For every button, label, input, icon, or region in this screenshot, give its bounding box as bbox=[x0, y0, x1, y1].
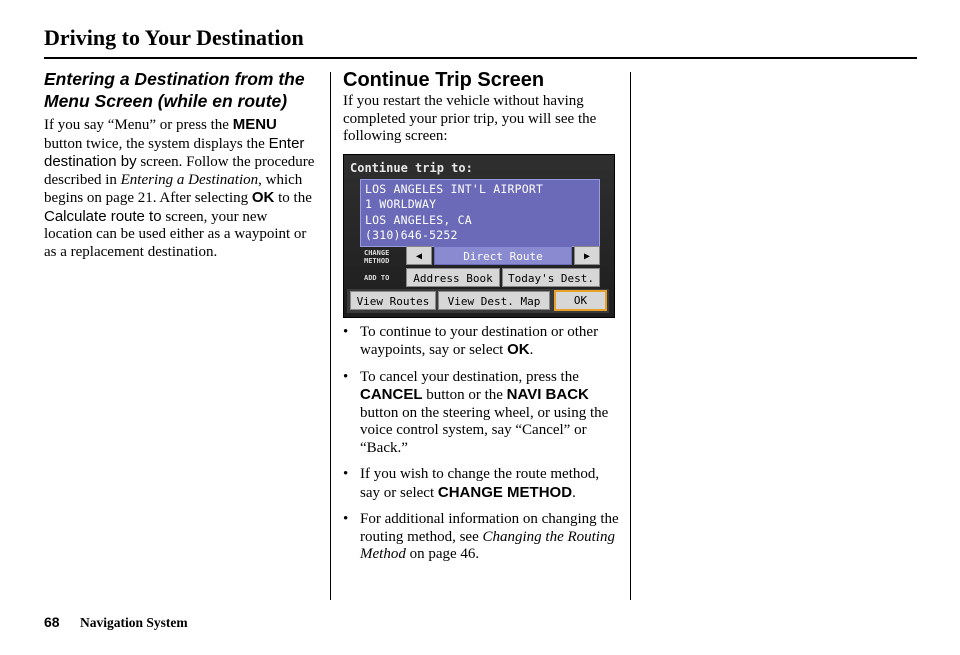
bullet: • bbox=[343, 368, 349, 385]
screen-title: Continue trip to: bbox=[350, 160, 473, 175]
menu-key: MENU bbox=[232, 116, 277, 133]
left-paragraph bbox=[44, 116, 316, 261]
text-span: screen, your new location can be used either as a waypoint or as a replacement destination. bbox=[44, 208, 307, 260]
bullet: • bbox=[343, 466, 349, 482]
right-column bbox=[343, 68, 621, 573]
list-item bbox=[343, 511, 621, 564]
instruction-list bbox=[343, 324, 621, 564]
ok-key: OK bbox=[507, 341, 530, 358]
header-rule bbox=[44, 57, 917, 59]
ok-key: OK bbox=[251, 189, 275, 206]
column-divider-1 bbox=[330, 72, 331, 600]
text-span: to the bbox=[274, 190, 312, 206]
list-item bbox=[343, 466, 621, 502]
add-to-label: ADD TO bbox=[364, 273, 390, 282]
text-span: on page 46. bbox=[405, 546, 480, 562]
entering-destination-ref: Entering a Destination bbox=[120, 171, 259, 188]
left-column bbox=[44, 68, 316, 261]
intro-paragraph: If you restart the vehicle without having completed your prior trip, you will see the following screen: bbox=[343, 93, 597, 144]
bullet: • bbox=[343, 511, 349, 527]
address-box bbox=[360, 179, 600, 247]
calculate-route-label: Calculate route to bbox=[44, 207, 162, 225]
address-line: (310)646-5252 bbox=[365, 228, 458, 242]
text-span: , which begins on page 21. After selecting bbox=[44, 171, 303, 206]
left-section-heading: Entering a Destination from the Menu Screen (while en route) bbox=[44, 69, 305, 111]
cancel-key: CANCEL bbox=[360, 386, 423, 403]
text-span: If you wish to change the route method, say or select bbox=[360, 466, 600, 501]
change-method-key: CHANGE METHOD bbox=[437, 483, 573, 501]
right-section-heading: Continue Trip Screen bbox=[343, 69, 545, 91]
bullet: • bbox=[343, 323, 349, 340]
address-line: LOS ANGELES, CA bbox=[365, 212, 472, 227]
footer-system-name: Navigation System bbox=[80, 615, 188, 630]
text-span: To continue to your destination or other waypoints, say or select bbox=[360, 323, 599, 358]
view-dest-map-button[interactable]: View Dest. Map bbox=[438, 291, 550, 310]
navi-back-key: NAVI BACK bbox=[506, 386, 589, 403]
prev-route-arrow-button[interactable]: ◀ bbox=[406, 246, 432, 265]
text-span: For additional information on changing the routing method, see bbox=[360, 511, 619, 545]
column-divider-2 bbox=[630, 72, 631, 600]
text-span: screen. Follow the procedure described in bbox=[44, 154, 315, 188]
text-span: button twice, the system displays the bbox=[44, 135, 269, 152]
text-span: To cancel your destination, press the bbox=[360, 368, 579, 385]
text-span: button or the bbox=[422, 387, 507, 403]
text-span: . bbox=[529, 342, 534, 358]
address-line: LOS ANGELES INT'L AIRPORT bbox=[365, 181, 544, 196]
text-span: button on the steering wheel, or using the voice control system, say “Cancel” or “Back.” bbox=[360, 404, 609, 456]
address-line: 1 WORLDWAY bbox=[365, 197, 437, 211]
add-to-row bbox=[360, 268, 604, 288]
change-method-label: CHANGE METHOD bbox=[364, 248, 390, 265]
list-item bbox=[343, 369, 621, 458]
change-method-row bbox=[360, 246, 604, 266]
route-method-button[interactable]: Direct Route bbox=[434, 246, 572, 265]
todays-destination-button[interactable]: Today's Dest. bbox=[502, 268, 600, 287]
text-span: . bbox=[572, 484, 576, 501]
ok-button[interactable]: OK bbox=[554, 290, 607, 311]
text-span: If you say “Menu” or press the bbox=[44, 117, 233, 133]
routing-method-ref: Changing the Routing Method bbox=[360, 528, 615, 562]
address-book-button[interactable]: Address Book bbox=[406, 268, 500, 287]
continue-trip-screen bbox=[343, 154, 615, 318]
list-item bbox=[343, 324, 621, 360]
page-title: Driving to Your Destination bbox=[44, 25, 304, 50]
next-route-arrow-button[interactable]: ▶ bbox=[574, 246, 600, 265]
view-routes-button[interactable]: View Routes bbox=[350, 291, 436, 310]
page-number: 68 bbox=[44, 614, 60, 630]
enter-destination-label: Enter destination by bbox=[44, 134, 305, 170]
screen-bottom-bar bbox=[347, 289, 609, 313]
